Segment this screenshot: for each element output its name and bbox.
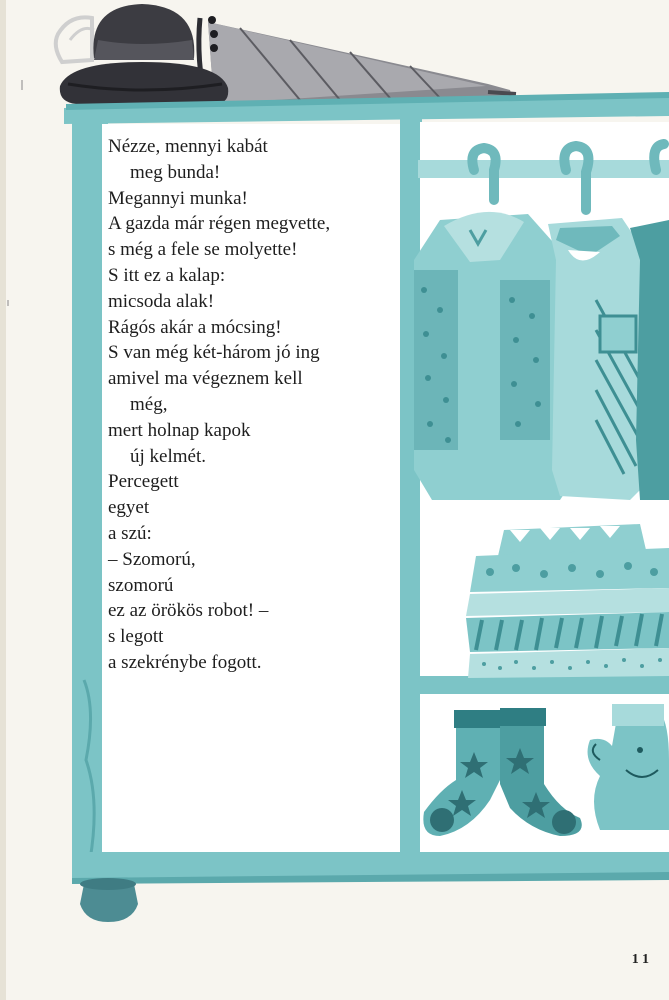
page-edge [0, 0, 6, 1000]
page-number: 11 [631, 952, 653, 967]
poem-line: amivel ma végeznem kell [108, 368, 303, 390]
poem-line: Percegett [108, 471, 179, 493]
poem-line: még, [130, 393, 168, 415]
poem-line: Rágós akár a mócsing! [108, 316, 282, 338]
poem-line: S itt ez a kalap: [108, 264, 226, 286]
umbrella-icon [199, 16, 516, 104]
poem-line: egyet [108, 497, 150, 519]
poem-line: micsoda alak! [108, 290, 215, 312]
poem-line: új kelmét. [130, 445, 206, 467]
poem-line: s legott [108, 626, 164, 648]
poem-line: meg bunda! [130, 161, 221, 183]
poem-line: a szú: [108, 522, 152, 544]
poem-line: Megannyi munka! [108, 187, 248, 209]
coat-striped [548, 218, 650, 500]
shelf-upper [420, 676, 669, 694]
hanging-rod [418, 160, 669, 178]
poem-line: szomorú [108, 574, 174, 596]
poem-line: A gazda már régen megvette, [108, 213, 331, 235]
poem-line: – Szomorú, [108, 548, 196, 570]
poem-line: mert holnap kapok [108, 419, 251, 441]
poem-line: a szekrénybe fogott. [108, 651, 262, 673]
wardrobe-center-post [400, 116, 422, 860]
poem-line: s még a fele se molyette! [108, 239, 298, 261]
poem-line: ez az örökös robot! – [108, 600, 269, 622]
poem-text [108, 134, 400, 676]
poem-line: S van még két-három jó ing [108, 342, 320, 364]
poem-line: Nézze, mennyi kabát [108, 136, 268, 157]
